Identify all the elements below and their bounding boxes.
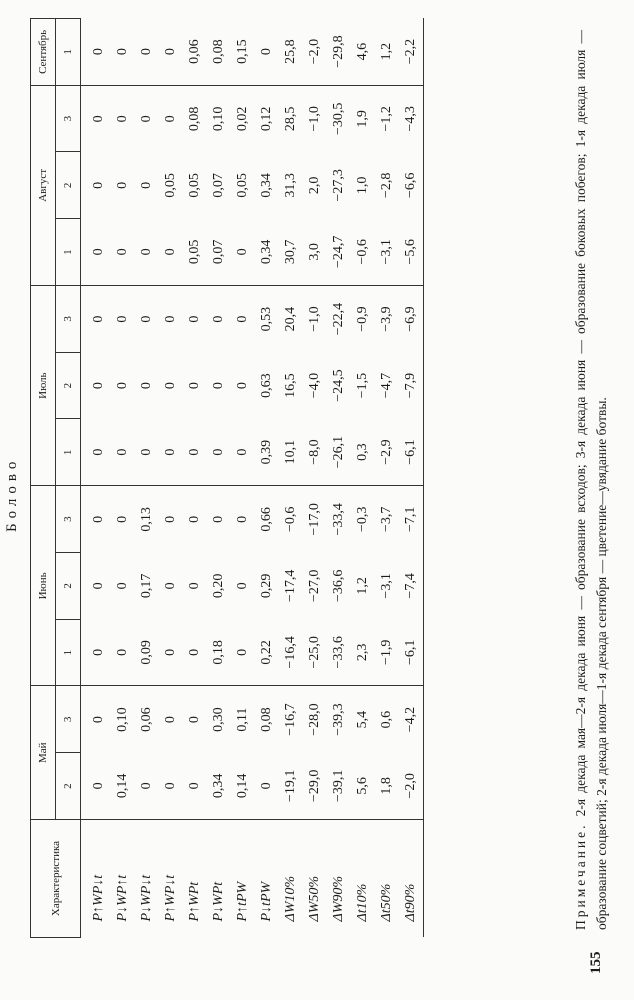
table-cell: 0,20	[211, 573, 226, 599]
characteristic-label: Δt10%	[355, 883, 370, 922]
table-cell: 0	[115, 115, 130, 123]
table-cell: −2,0	[399, 753, 424, 820]
table-row	[207, 19, 231, 938]
table-cell: 0,07	[211, 173, 226, 198]
table-cell: 0	[81, 753, 112, 820]
table-cell: 0	[115, 315, 130, 323]
table-row	[231, 19, 255, 938]
characteristic-header: Характеристика	[31, 820, 81, 938]
table-cell: −4,7	[379, 372, 394, 399]
decade-header: 3	[56, 486, 81, 553]
table-cell: 5,6	[351, 753, 375, 820]
table-cell: 0	[135, 219, 159, 286]
table-cell: −22,4	[331, 302, 346, 336]
table-cell: 0,34	[259, 173, 274, 198]
table-cell: −2,9	[375, 419, 399, 486]
decade-header: 3	[56, 686, 81, 753]
table-cell: −28,0	[307, 703, 322, 736]
table-cell: 0,05	[183, 219, 207, 286]
footnote	[570, 30, 612, 930]
table-cell: 0	[115, 582, 130, 590]
table-cell: 25,8	[279, 19, 303, 86]
table-cell: −3,9	[379, 306, 394, 332]
table-cell: 0,05	[235, 173, 250, 198]
table-cell: 1,9	[355, 110, 370, 128]
table-cell: −29,8	[327, 19, 351, 86]
table-cell: 0	[91, 582, 106, 590]
table-cell: 5,4	[355, 710, 370, 729]
decade-header: 1	[56, 419, 81, 486]
decade-header: 1	[56, 19, 81, 86]
table-cell: −17,0	[307, 503, 322, 536]
table-cell: 0	[159, 419, 183, 486]
table-cell: 0	[235, 382, 250, 390]
table-cell: 0,34	[255, 219, 279, 286]
table-cell: 0	[211, 515, 226, 523]
table-cell: 0	[159, 753, 183, 820]
characteristic-label: P↑WP↓t	[163, 874, 178, 922]
table-cell: 0,08	[187, 106, 202, 132]
table-cell: −2,0	[303, 19, 327, 86]
table-cell: 0,66	[259, 507, 274, 532]
table-cell: 0,11	[235, 707, 250, 732]
table-cell: 0,10	[115, 707, 130, 732]
table-cell: 0,29	[259, 573, 274, 599]
table-cell: 0	[235, 315, 250, 323]
table-cell: 0	[115, 515, 130, 523]
table-cell: 1,2	[375, 19, 399, 86]
table-cell: 0	[183, 619, 207, 686]
table-cell: −27,0	[307, 569, 322, 603]
table-cell: 2,0	[307, 176, 322, 195]
page-number: 155	[588, 951, 604, 974]
characteristic-label: P↓WP↑t	[115, 874, 130, 922]
table-cell: 0,05	[187, 173, 202, 198]
table-cell: −0,6	[351, 219, 375, 286]
table-cell: 31,3	[283, 173, 298, 198]
decade-header: 2	[56, 553, 81, 620]
table-cell: 0	[81, 19, 112, 86]
table-cell: 0	[81, 619, 112, 686]
table-cell: −5,6	[399, 219, 424, 286]
table-cell: 0	[81, 419, 112, 486]
table-cell: 0	[235, 515, 250, 523]
table-cell: 0	[255, 19, 279, 86]
table-cell: −7,4	[399, 553, 424, 620]
table-cell: 0,30	[211, 707, 226, 732]
table-cell: −0,3	[355, 506, 370, 533]
table-row	[351, 19, 375, 938]
table-cell: 0,6	[379, 710, 394, 729]
characteristic-label: P↑WP↓t	[91, 874, 106, 922]
month-header: Июнь	[31, 486, 56, 686]
table-cell: 0	[211, 382, 226, 390]
table-cell: 0	[163, 382, 178, 390]
table-cell: −25,0	[303, 619, 327, 686]
table-cell: 0	[139, 315, 154, 323]
table-cell: −26,1	[327, 419, 351, 486]
table-cell: −39,3	[331, 703, 346, 736]
table-cell: −0,6	[283, 506, 298, 533]
table-cell: 3,0	[303, 219, 327, 286]
table-cell: −7,1	[399, 486, 424, 553]
table-cell: 0,05	[163, 173, 178, 198]
table-cell: 0	[111, 219, 135, 286]
table-cell: 0,02	[235, 106, 250, 132]
table-cell: 0,06	[139, 707, 154, 732]
table-cell: −24,5	[331, 369, 346, 402]
table-cell: 0,14	[111, 753, 135, 820]
table-cell: −6,1	[399, 419, 424, 486]
table-cell: 0	[115, 382, 130, 390]
table-cell: 0	[111, 419, 135, 486]
table-cell: 0	[111, 619, 135, 686]
table-cell: 0,12	[259, 106, 274, 132]
table-cell: 0,18	[207, 619, 231, 686]
table-cell: 0	[91, 315, 106, 323]
table-cell: 28,5	[283, 106, 298, 132]
table-cell: 0,39	[255, 419, 279, 486]
table-cell: 0,07	[207, 219, 231, 286]
month-header: Май	[31, 686, 56, 820]
table-cell: 0	[111, 19, 135, 86]
table-cell: 0	[207, 419, 231, 486]
table-cell: 0	[211, 315, 226, 323]
table-cell: 16,5	[283, 373, 298, 398]
table-cell: 0	[231, 419, 255, 486]
table-cell: −4,2	[399, 686, 424, 753]
decade-header-row	[56, 19, 81, 938]
table-cell: 0	[135, 753, 159, 820]
decade-header: 3	[56, 286, 81, 353]
table-cell: 0	[231, 219, 255, 286]
characteristic-label: P↓WP↓t	[139, 874, 154, 922]
table-cell: 0	[91, 115, 106, 123]
table-row	[111, 19, 135, 938]
footnote-text: 2-я декада мая—2-я декада июня — образование всходов; 3-я декада июня — образование боковых побегов; 1-я декада июля — образование соцветий; 2-я декада июля—1-я декада сентября — цветение—увядание ботвы.	[573, 29, 609, 930]
table-cell: −6,6	[399, 152, 424, 219]
table-cell: −1,2	[379, 106, 394, 132]
table-cell: 0,06	[183, 19, 207, 86]
table-cell: −29,0	[303, 753, 327, 820]
table-cell: 0,09	[135, 619, 159, 686]
table-cell: 0,63	[259, 373, 274, 398]
table-cell: 0	[159, 219, 183, 286]
table-cell: −6,9	[399, 286, 424, 353]
table-row	[159, 19, 183, 938]
table-cell: −1,0	[307, 106, 322, 132]
table-cell: −16,7	[283, 703, 298, 736]
table-cell: −4,3	[399, 85, 424, 152]
table-cell: −3,1	[379, 573, 394, 599]
table-row	[183, 19, 207, 938]
table-cell: −3,1	[375, 219, 399, 286]
table-cell: −0,9	[355, 306, 370, 332]
table-cell: 1,2	[355, 577, 370, 595]
table-cell: 0,22	[255, 619, 279, 686]
decade-header: 1	[56, 619, 81, 686]
table-cell: 0	[163, 716, 178, 724]
table-cell: −24,7	[327, 219, 351, 286]
month-header: Август	[31, 85, 56, 285]
table-cell: 0	[91, 515, 106, 523]
table-cell: −7,9	[399, 352, 424, 419]
running-head: Болово	[4, 456, 20, 532]
table-cell: 0	[183, 753, 207, 820]
table-cell: 0,14	[231, 753, 255, 820]
table-cell: 0,08	[207, 19, 231, 86]
table-row	[303, 19, 327, 938]
table-row	[81, 19, 112, 938]
month-header: Июль	[31, 286, 56, 486]
table-cell: −1,0	[307, 306, 322, 332]
table-cell: −2,2	[399, 19, 424, 86]
table-cell: −1,5	[355, 372, 370, 399]
table-cell: 0	[163, 315, 178, 323]
month-header-row	[31, 19, 56, 938]
table-cell: 0	[187, 582, 202, 590]
characteristic-label: ΔW50%	[307, 875, 322, 922]
table-cell: −39,1	[327, 753, 351, 820]
table-row	[375, 19, 399, 938]
table-cell: 0	[163, 582, 178, 590]
table-cell: 0,13	[139, 507, 154, 532]
table-cell: 0,34	[207, 753, 231, 820]
characteristic-label: P↓tPW	[259, 881, 274, 922]
characteristic-label: ΔW90%	[331, 875, 346, 922]
table-cell: 0	[135, 419, 159, 486]
table-cell: 0	[135, 19, 159, 86]
table-cell: −19,1	[279, 753, 303, 820]
table-cell: 10,1	[279, 419, 303, 486]
table-row	[255, 19, 279, 938]
characteristic-label: Δt50%	[379, 883, 394, 922]
table-cell: 20,4	[283, 306, 298, 332]
table-cell: 0	[91, 181, 106, 189]
table-cell: 0	[187, 382, 202, 390]
table-body	[81, 19, 424, 938]
table-cell: −17,4	[283, 569, 298, 603]
table-cell: 0	[91, 716, 106, 724]
table-cell: −30,5	[331, 102, 346, 136]
table-cell: 0	[183, 419, 207, 486]
table-cell: 30,7	[279, 219, 303, 286]
table-cell: −33,6	[327, 619, 351, 686]
characteristic-label: P↑WPt	[187, 881, 202, 922]
decade-header: 3	[56, 85, 81, 152]
table-cell: −3,7	[379, 506, 394, 533]
table-cell: −33,4	[331, 503, 346, 536]
table-cell: 0	[115, 181, 130, 189]
table-cell: 0	[139, 115, 154, 123]
table-cell: 0	[187, 315, 202, 323]
decade-header: 2	[56, 152, 81, 219]
table-cell: 0	[235, 582, 250, 590]
characteristic-label: ΔW10%	[283, 875, 298, 922]
decade-header: 1	[56, 219, 81, 286]
table-cell: 1,0	[355, 176, 370, 195]
table-cell: 2,3	[351, 619, 375, 686]
table-cell: −27,3	[331, 169, 346, 202]
data-table	[30, 18, 424, 938]
table-cell: −4,0	[307, 372, 322, 399]
table-row	[135, 19, 159, 938]
table-cell: −1,9	[375, 619, 399, 686]
footnote-label: Примечание.	[573, 822, 588, 930]
table-cell: 0	[91, 382, 106, 390]
table-cell: 0	[159, 19, 183, 86]
table-cell: 4,6	[351, 19, 375, 86]
characteristic-label: P↑tPW	[235, 881, 250, 922]
decade-header: 2	[56, 352, 81, 419]
table-cell: 0,53	[259, 306, 274, 332]
table-cell: 0	[255, 753, 279, 820]
table-cell: −8,0	[303, 419, 327, 486]
table-row	[399, 19, 424, 938]
table-cell: 0	[163, 515, 178, 523]
table-cell: 0	[139, 382, 154, 390]
table-cell: 1,8	[375, 753, 399, 820]
decade-header: 2	[56, 753, 81, 820]
table-cell: 0	[139, 181, 154, 189]
table-cell: 0	[159, 619, 183, 686]
table-cell: 0,15	[231, 19, 255, 86]
characteristic-label: P↓WPt	[211, 881, 226, 922]
table-cell: 0	[187, 515, 202, 523]
month-header: Сентябрь	[31, 19, 56, 86]
table-cell: 0,08	[259, 707, 274, 732]
table-cell: 0,10	[211, 106, 226, 132]
table-cell: 0	[231, 619, 255, 686]
table-row	[327, 19, 351, 938]
table-cell: −2,8	[379, 172, 394, 199]
characteristic-label: Δt90%	[399, 820, 424, 938]
table-cell: −16,4	[279, 619, 303, 686]
table-cell: 0	[163, 115, 178, 123]
table-cell: −6,1	[399, 619, 424, 686]
table-cell: 0,3	[351, 419, 375, 486]
table-row	[279, 19, 303, 938]
table-cell: 0	[187, 716, 202, 724]
table-cell: 0	[81, 219, 112, 286]
table-cell: −36,6	[331, 569, 346, 603]
table-cell: 0,17	[139, 573, 154, 599]
